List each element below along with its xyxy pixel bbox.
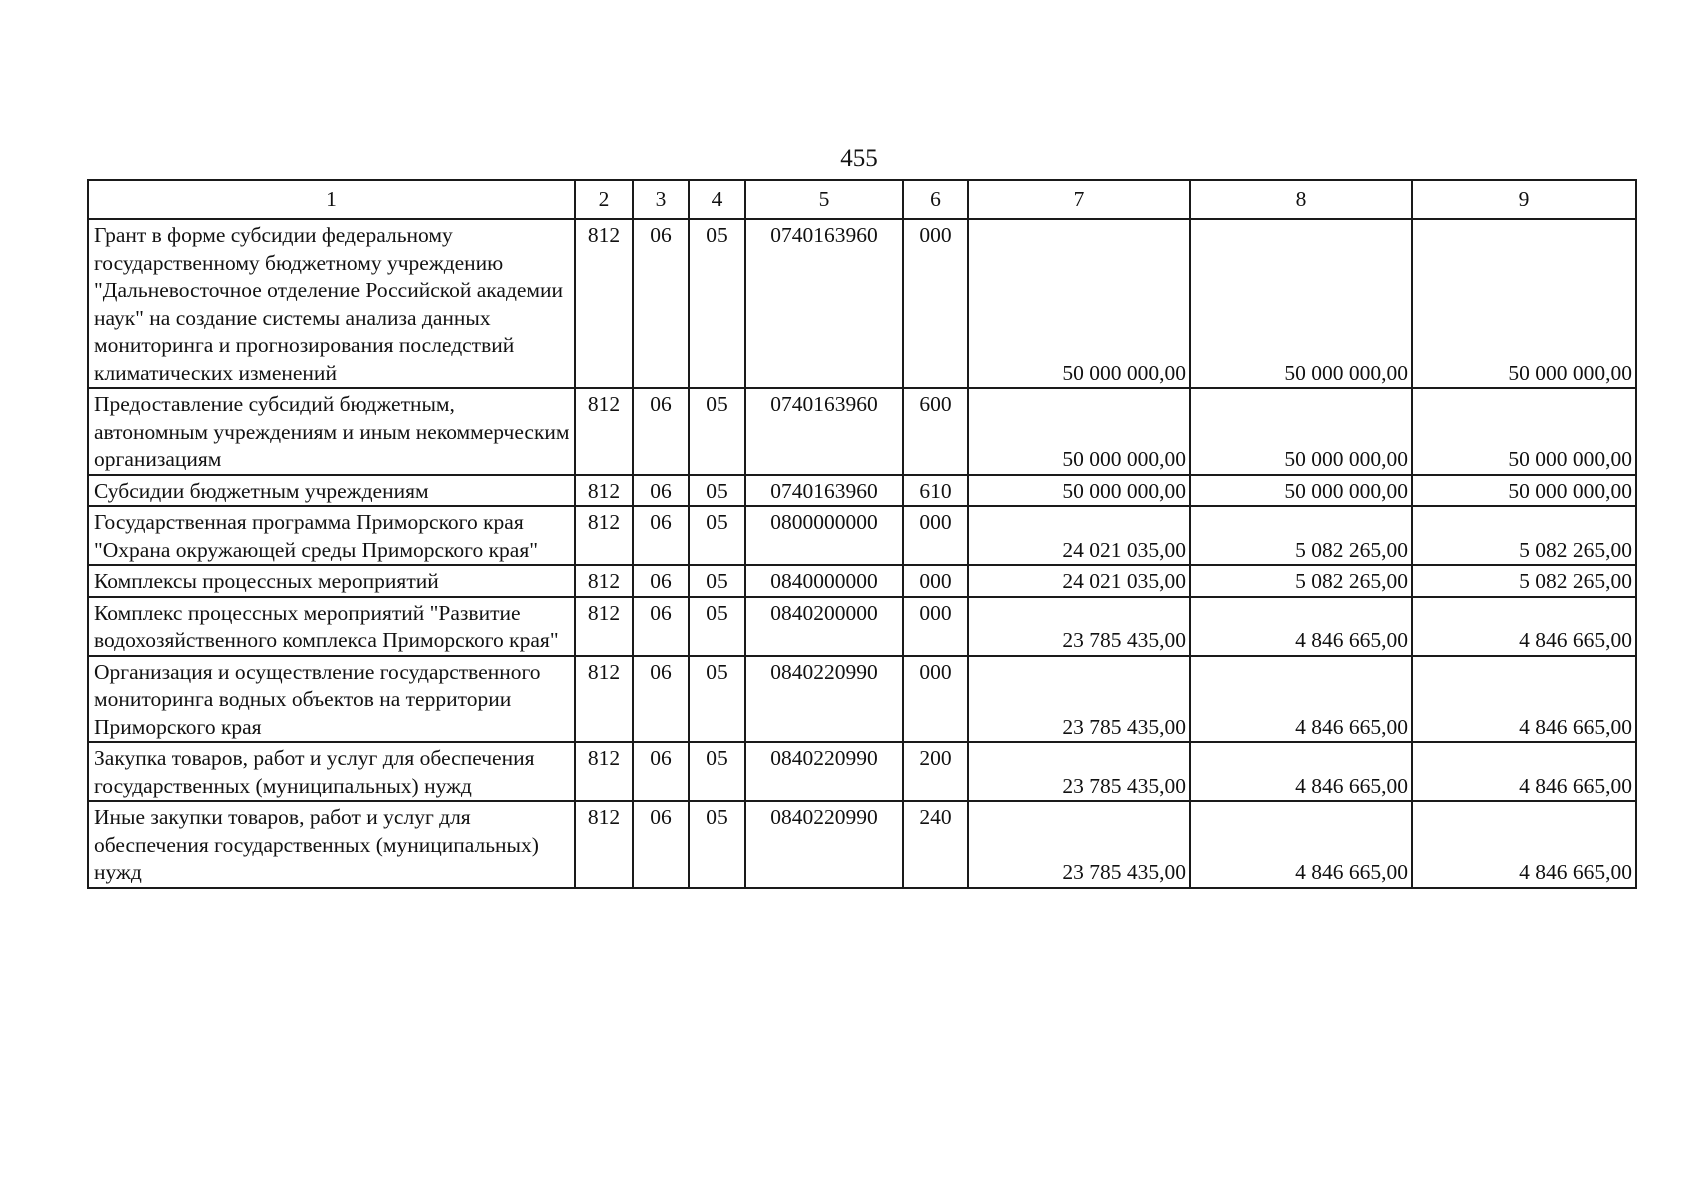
item-name: Комплекс процессных мероприятий "Развитие водохозяйственного комплекса Приморского края"	[88, 597, 575, 656]
amount-col-7: 50 000 000,00	[968, 388, 1190, 475]
expense-type-code: 000	[903, 597, 968, 656]
table-row	[88, 742, 1636, 801]
expense-type-code: 240	[903, 801, 968, 888]
section-code: 06	[633, 565, 689, 597]
subsection-code: 05	[689, 801, 745, 888]
item-name: Грант в форме субсидии федеральному государственному бюджетному учреждению "Дальневосточное отделение Российской академии наук" на создание системы анализа данных мониторинга и прогнозирования последствий климатических изменений	[88, 219, 575, 388]
table-row	[88, 565, 1636, 597]
subsection-code: 05	[689, 506, 745, 565]
admin-code: 812	[575, 565, 633, 597]
amount-col-9: 4 846 665,00	[1412, 742, 1636, 801]
budget-table	[87, 179, 1637, 889]
column-header-2: 2	[575, 180, 633, 219]
item-name: Закупка товаров, работ и услуг для обеспечения государственных (муниципальных) нужд	[88, 742, 575, 801]
target-article-code: 0840200000	[745, 597, 903, 656]
section-code: 06	[633, 742, 689, 801]
column-header-3: 3	[633, 180, 689, 219]
amount-col-9: 50 000 000,00	[1412, 219, 1636, 388]
table-body	[88, 219, 1636, 888]
amount-col-7: 24 021 035,00	[968, 506, 1190, 565]
target-article-code: 0800000000	[745, 506, 903, 565]
table-row	[88, 388, 1636, 475]
amount-col-8: 5 082 265,00	[1190, 565, 1412, 597]
section-code: 06	[633, 801, 689, 888]
section-code: 06	[633, 475, 689, 507]
subsection-code: 05	[689, 565, 745, 597]
column-header-1: 1	[88, 180, 575, 219]
admin-code: 812	[575, 475, 633, 507]
subsection-code: 05	[689, 742, 745, 801]
table-header-row	[88, 180, 1636, 219]
column-header-5: 5	[745, 180, 903, 219]
amount-col-8: 50 000 000,00	[1190, 219, 1412, 388]
item-name: Субсидии бюджетным учреждениям	[88, 475, 575, 507]
target-article-code: 0840220990	[745, 656, 903, 743]
item-name: Предоставление субсидий бюджетным, автономным учреждениям и иным некоммерческим организациям	[88, 388, 575, 475]
table-row	[88, 219, 1636, 388]
amount-col-8: 5 082 265,00	[1190, 506, 1412, 565]
section-code: 06	[633, 597, 689, 656]
amount-col-7: 23 785 435,00	[968, 801, 1190, 888]
admin-code: 812	[575, 219, 633, 388]
expense-type-code: 000	[903, 219, 968, 388]
subsection-code: 05	[689, 388, 745, 475]
table-row	[88, 656, 1636, 743]
section-code: 06	[633, 656, 689, 743]
subsection-code: 05	[689, 219, 745, 388]
section-code: 06	[633, 388, 689, 475]
column-header-7: 7	[968, 180, 1190, 219]
amount-col-9: 4 846 665,00	[1412, 597, 1636, 656]
table-row	[88, 597, 1636, 656]
section-code: 06	[633, 506, 689, 565]
amount-col-8: 4 846 665,00	[1190, 801, 1412, 888]
expense-type-code: 000	[903, 656, 968, 743]
amount-col-9: 4 846 665,00	[1412, 801, 1636, 888]
table-row	[88, 506, 1636, 565]
admin-code: 812	[575, 388, 633, 475]
target-article-code: 0840220990	[745, 801, 903, 888]
amount-col-7: 23 785 435,00	[968, 742, 1190, 801]
item-name: Комплексы процессных мероприятий	[88, 565, 575, 597]
column-header-4: 4	[689, 180, 745, 219]
expense-type-code: 610	[903, 475, 968, 507]
amount-col-8: 50 000 000,00	[1190, 388, 1412, 475]
target-article-code: 0740163960	[745, 388, 903, 475]
item-name: Организация и осуществление государственного мониторинга водных объектов на территории Приморского края	[88, 656, 575, 743]
target-article-code: 0740163960	[745, 475, 903, 507]
admin-code: 812	[575, 801, 633, 888]
amount-col-9: 4 846 665,00	[1412, 656, 1636, 743]
subsection-code: 05	[689, 597, 745, 656]
table-row	[88, 801, 1636, 888]
target-article-code: 0740163960	[745, 219, 903, 388]
admin-code: 812	[575, 742, 633, 801]
target-article-code: 0840000000	[745, 565, 903, 597]
target-article-code: 0840220990	[745, 742, 903, 801]
expense-type-code: 200	[903, 742, 968, 801]
column-header-8: 8	[1190, 180, 1412, 219]
amount-col-8: 4 846 665,00	[1190, 597, 1412, 656]
amount-col-8: 4 846 665,00	[1190, 656, 1412, 743]
amount-col-9: 5 082 265,00	[1412, 506, 1636, 565]
amount-col-7: 24 021 035,00	[968, 565, 1190, 597]
table-row	[88, 475, 1636, 507]
amount-col-8: 4 846 665,00	[1190, 742, 1412, 801]
expense-type-code: 000	[903, 506, 968, 565]
amount-col-9: 50 000 000,00	[1412, 388, 1636, 475]
amount-col-8: 50 000 000,00	[1190, 475, 1412, 507]
amount-col-7: 50 000 000,00	[968, 219, 1190, 388]
subsection-code: 05	[689, 656, 745, 743]
column-header-6: 6	[903, 180, 968, 219]
section-code: 06	[633, 219, 689, 388]
expense-type-code: 000	[903, 565, 968, 597]
admin-code: 812	[575, 506, 633, 565]
expense-type-code: 600	[903, 388, 968, 475]
amount-col-7: 23 785 435,00	[968, 597, 1190, 656]
amount-col-7: 23 785 435,00	[968, 656, 1190, 743]
admin-code: 812	[575, 597, 633, 656]
item-name: Иные закупки товаров, работ и услуг для обеспечения государственных (муниципальных) нужд	[88, 801, 575, 888]
amount-col-7: 50 000 000,00	[968, 475, 1190, 507]
subsection-code: 05	[689, 475, 745, 507]
page-number: 455	[840, 145, 878, 172]
amount-col-9: 5 082 265,00	[1412, 565, 1636, 597]
item-name: Государственная программа Приморского края "Охрана окружающей среды Приморского края"	[88, 506, 575, 565]
column-header-9: 9	[1412, 180, 1636, 219]
amount-col-9: 50 000 000,00	[1412, 475, 1636, 507]
admin-code: 812	[575, 656, 633, 743]
